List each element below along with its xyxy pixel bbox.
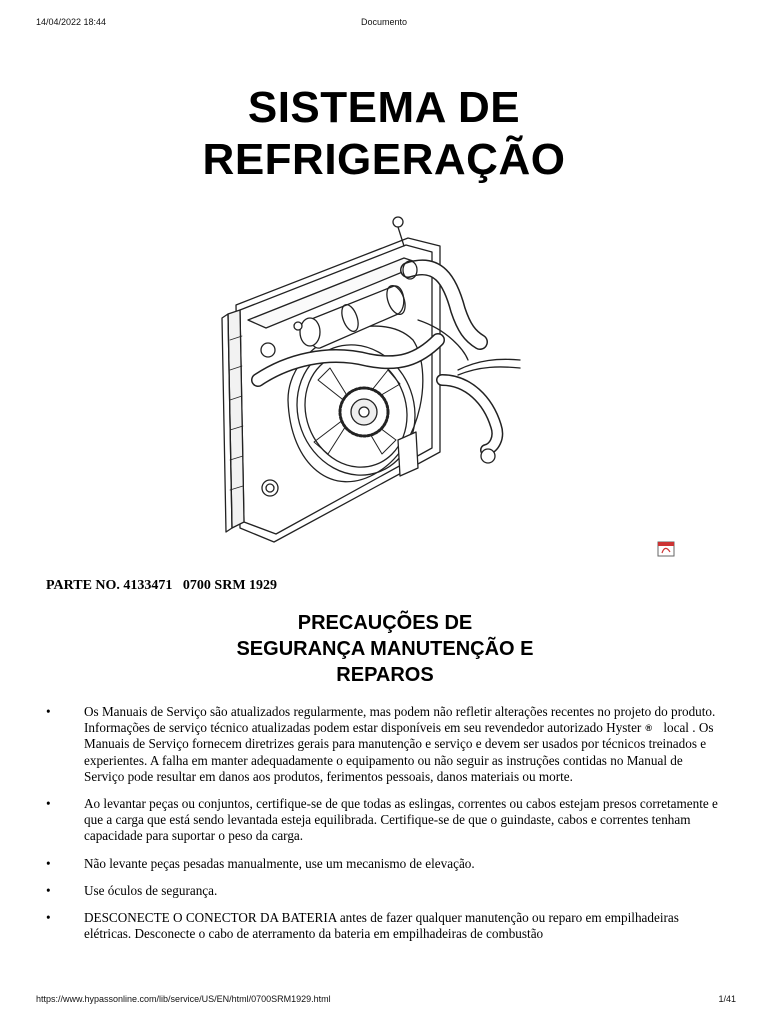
list-item	[0, 883, 768, 899]
pdf-file-icon[interactable]	[657, 541, 675, 557]
document-title-header: Documento	[360, 17, 408, 27]
section-heading-line-1: PRECAUÇÕES DE	[297, 612, 473, 634]
section-heading-line-2: SEGURANÇA MANUTENÇÃO E	[236, 638, 534, 660]
bullet-marker: •	[46, 910, 51, 926]
page-title-line-1: SISTEMA DE	[247, 83, 521, 132]
cooling-system-illustration	[218, 210, 524, 555]
list-item	[0, 796, 768, 845]
bullet-text-2: Ao levantar peças ou conjuntos, certifique-se de que todas as eslingas, correntes ou cabos estejam presos corretamente e que a carga que está sendo levantada esteja equilibrada. Certifique-se de que o guindaste, cabos e correntes tenham capacidade para suportar o peso da carga.	[84, 796, 718, 844]
bullet-text-4: Use óculos de segurança.	[84, 882, 218, 898]
page-title	[0, 82, 768, 186]
bullet-text-1a: Os Manuais de Serviço são atualizados regularmente, mas podem não refletir alterações recentes no projeto do produto. Informações de serviço técnico atualizadas podem estar disponíveis em seu revendedor autorizado Hyster	[84, 704, 716, 736]
page-number: 1/41	[718, 994, 736, 1004]
page-title-line-2: REFRIGERAÇÃO	[202, 135, 566, 184]
bullet-marker: •	[46, 796, 51, 812]
safety-bullet-list	[0, 704, 768, 953]
bullet-text-5: DESCONECTE O CONECTOR DA BATERIA antes de fazer qualquer manutenção ou reparo em empilhadeiras elétricas. Desconecte o cabo de aterramento da bateria em empilhadeiras de combustão	[84, 910, 679, 942]
list-item: • Os Manuais de Serviço são atualizados regularmente, mas podem não refletir alterações recentes no projeto do produto. Informações de serviço técnico atualizadas podem estar disponíveis em seu revendedor autorizado Hyster ® local . Os Manuais de Serviço fornecem diretrizes gerais para manutenção e serviço e devem ser usados por técnicos treinados e experientes. A falha em manter adequadamente o equipamento ou não seguir as instruções contidas no Manual de Serviço pode resultar em danos aos produtos, ferimentos pessoais, danos materiais ou morte.	[46, 704, 716, 784]
bullet-text-3: Não levante peças pesadas manualmente, use um mecanismo de elevação.	[84, 855, 475, 871]
print-date: 14/04/2022 18:44	[36, 17, 107, 27]
list-item	[0, 856, 768, 872]
bullet-text-1b: local . Os Manuais de Serviço fornecem diretrizes gerais para manutenção e serviço e devem ser usados por técnicos treinados e experientes. A falha em manter adequadamente o equipamento ou não seguir as instruções contidas no Manual de Serviço pode resultar em danos aos produtos, ferimentos pessoais, danos materiais ou morte.	[84, 720, 714, 784]
list-item	[0, 910, 768, 942]
bullet-marker: •	[46, 704, 51, 719]
bullet-marker: •	[46, 855, 51, 871]
footer-url[interactable]: https://www.hypassonline.com/lib/service/US/EN/html/0700SRM1929.html	[36, 994, 331, 1004]
part-number: PARTE NO. 4133471 0700 SRM 1929	[46, 578, 278, 593]
section-heading	[150, 610, 620, 688]
bullet-marker: •	[46, 882, 51, 898]
section-heading-line-3: REPAROS	[336, 664, 434, 686]
